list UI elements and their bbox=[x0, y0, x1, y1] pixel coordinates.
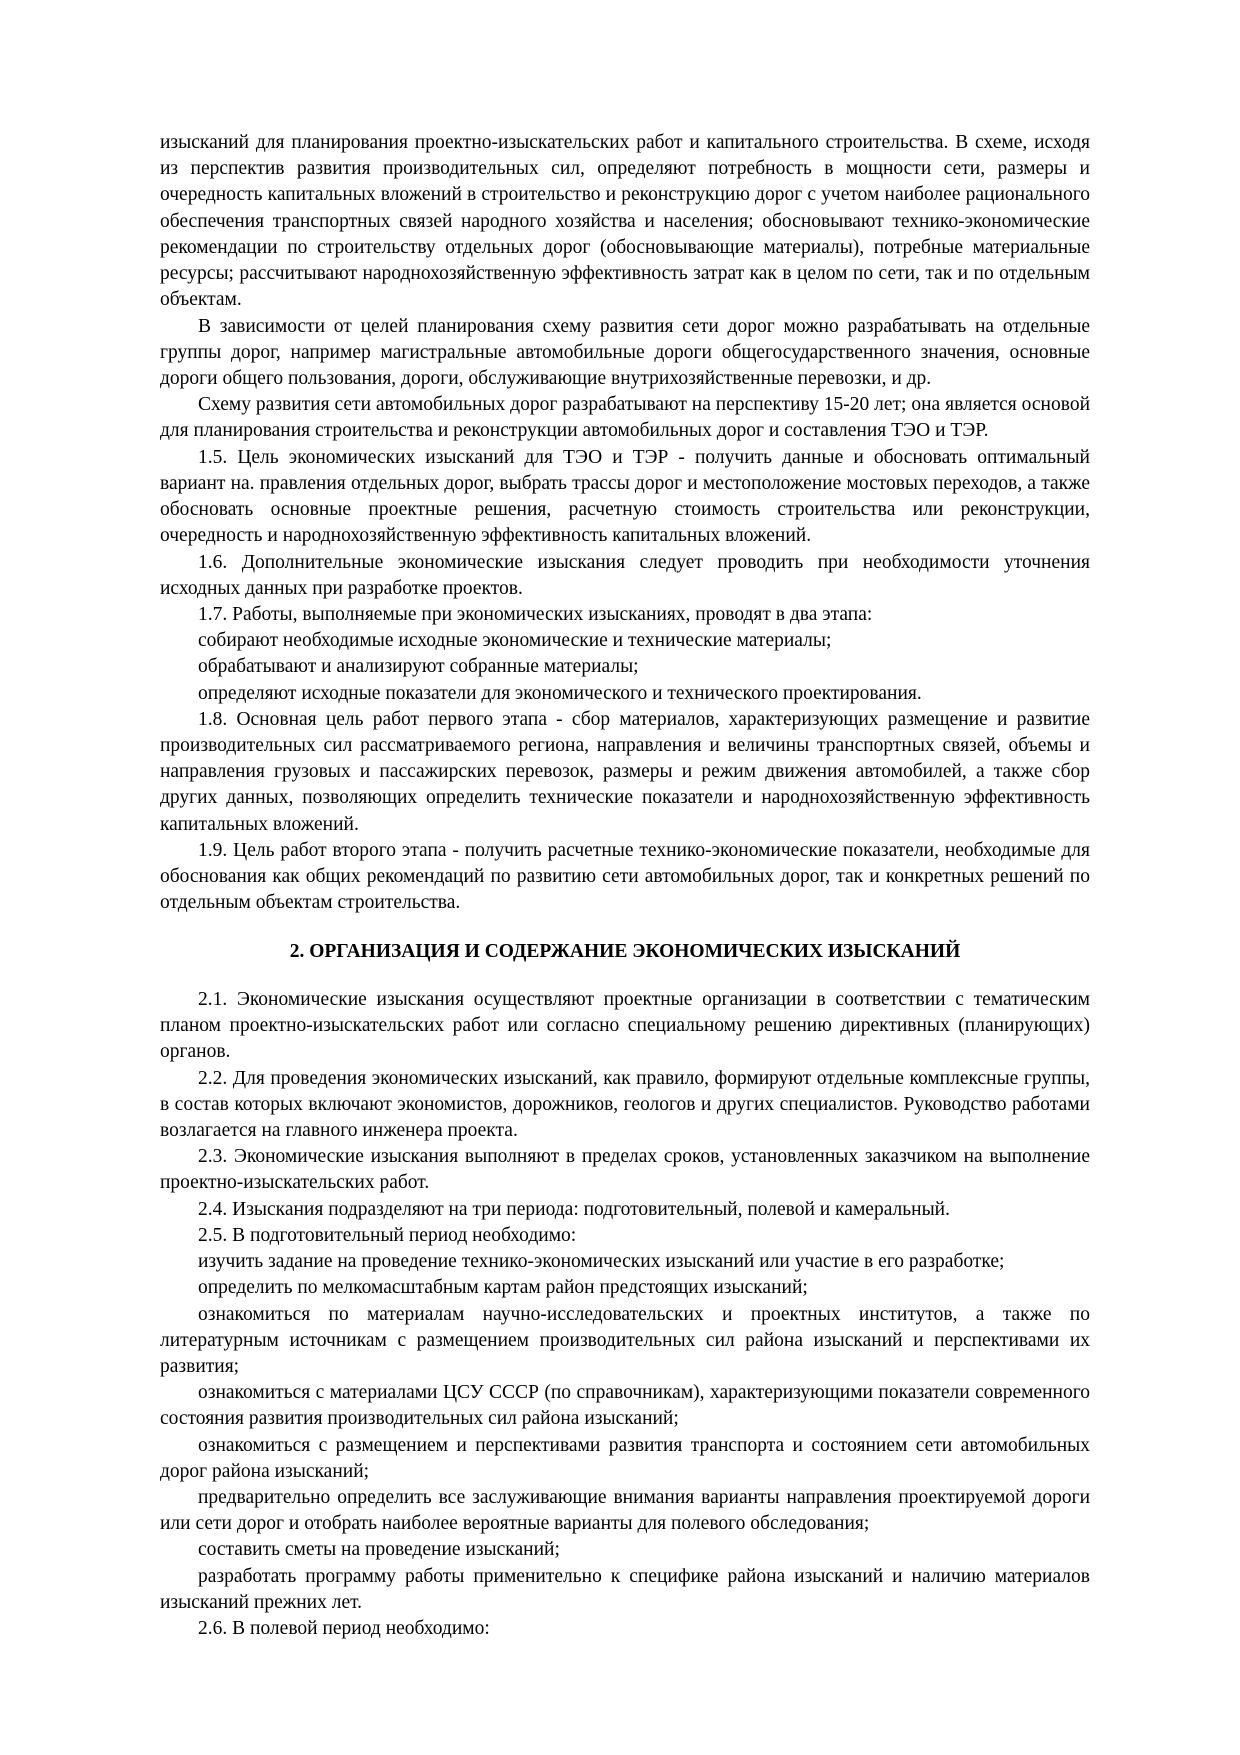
paragraph: ознакомиться с размещением и перспективами развития транспорта и состоянием сети автомобильных дорог района изысканий; bbox=[160, 1434, 1090, 1482]
paragraph: 2.1. Экономические изыскания осуществляют проектные организации в соответствии с тематическим планом проектно-изыскательских работ или согласно специальному решению директивных (планирующих) органов. bbox=[160, 988, 1090, 1063]
paragraph: В зависимости от целей планирования схему развития сети дорог можно разрабатывать на отдельные группы дорог, например магистральные автомобильные дороги общегосударственного значения, основные дороги общего пользования, дороги, обслуживающие внутрихозяйственные перевозки, и др. bbox=[160, 315, 1090, 389]
paragraph: 1.5. Цель экономических изысканий для ТЭО и ТЭР - получить данные и обосновать оптимальный вариант на. правления отдельных дорог, выбрать трассы дорог и местоположение мостовых переходов, а также обосновать основные проектные решения, расчетную стоимость строительства или реконструкции, очередность и народнохозяйственную эффективность капитальных вложений. bbox=[160, 446, 1090, 547]
paragraph: определить по мелкомасштабным картам район предстоящих изысканий; bbox=[198, 1277, 808, 1299]
section-heading: 2. ОРГАНИЗАЦИЯ И СОДЕРЖАНИЕ ЭКОНОМИЧЕСКИХ ИЗЫСКАНИЙ bbox=[289, 940, 961, 962]
paragraph: предварительно определить все заслуживающие внимания варианты направления проектируемой дороги или сети дорог и отобрать наиболее вероятные варианты для полевого обследования; bbox=[160, 1487, 1090, 1535]
paragraph: 2.4. Изыскания подразделяют на три периода: подготовительный, полевой и камеральный. bbox=[198, 1198, 950, 1220]
paragraph: определяют исходные показатели для экономического и технического проектирования. bbox=[198, 682, 922, 704]
paragraph: 1.9. Цель работ второго этапа - получить расчетные технико-экономические показатели, необходимые для обоснования как общих рекомендаций по развитию сети автомобильных дорог, так и конкретных решений по отдельным объектам строительства. bbox=[160, 839, 1090, 914]
paragraph: изысканий для планирования проектно-изыскательских работ и капитального строительства. В схеме, исходя из перспектив развития производительных сил, определяют потребность в мощности сети, размеры и очередность капитальных вложений в строительство и реконструкцию дорог с учетом наиболее рационального обеспечения транспортных связей народного хозяйства и населения; обосновывают технико-экономические рекомендации по строительству отдельных дорог (обосновывающие материалы), потребные материальные ресурсы; рассчитывают народнохозяйственную эффективность затрат как в целом по сети, так и по отдельным объектам. bbox=[160, 132, 1090, 311]
paragraph: изучить задание на проведение технико-экономических изысканий или участие в его разработке; bbox=[198, 1251, 1005, 1273]
paragraph: обрабатывают и анализируют собранные материалы; bbox=[198, 656, 639, 678]
paragraph: ознакомиться с материалами ЦСУ СССР (по справочникам), характеризующими показатели современного состояния развития производительных сил района изысканий; bbox=[160, 1382, 1090, 1430]
paragraph: 1.8. Основная цель работ первого этапа - сбор материалов, характеризующих размещение и развитие производительных сил рассматриваемого региона, направления и величины транспортных связей, объемы и направления грузовых и пассажирских перевозок, размеры и режим движения автомобилей, а также сбор других данных, позволяющих определить технические показатели и народнохозяйственную эффективность капитальных вложений. bbox=[160, 708, 1090, 835]
paragraph: 2.5. В подготовительный период необходимо: bbox=[198, 1224, 577, 1246]
paragraph: 2.6. В полевой период необходимо: bbox=[198, 1618, 490, 1640]
paragraph: составить сметы на проведение изысканий; bbox=[198, 1539, 560, 1561]
document-body bbox=[160, 130, 1090, 1642]
paragraph: 2.3. Экономические изыскания выполняют в пределах сроков, установленных заказчиком на выполнение проектно-изыскательских работ. bbox=[160, 1146, 1090, 1194]
paragraph: Схему развития сети автомобильных дорог разрабатывают на перспективу 15-20 лет; она является основой для планирования строительства и реконструкции автомобильных дорог и составления ТЭО и ТЭР. bbox=[160, 394, 1090, 442]
paragraph: разработать программу работы применительно к специфике района изысканий и наличию материалов изысканий прежних лет. bbox=[160, 1565, 1090, 1613]
paragraph: собирают необходимые исходные экономические и технические материалы; bbox=[198, 630, 832, 652]
paragraph: 1.6. Дополнительные экономические изыскания следует проводить при необходимости уточнения исходных данных при разработке проектов. bbox=[160, 551, 1090, 599]
paragraph: 2.2. Для проведения экономических изысканий, как правило, формируют отдельные комплексные группы, в состав которых включают экономистов, дорожников, геологов и других специалистов. Руководство работами возлагается на главного инженера проекта. bbox=[160, 1067, 1090, 1141]
paragraph: ознакомиться по материалам научно-исследовательских и проектных институтов, а также по литературным источникам с размещением производительных сил района изысканий и перспективами их развития; bbox=[160, 1303, 1090, 1377]
paragraph: 1.7. Работы, выполняемые при экономических изысканиях, проводят в два этапа: bbox=[198, 603, 873, 625]
